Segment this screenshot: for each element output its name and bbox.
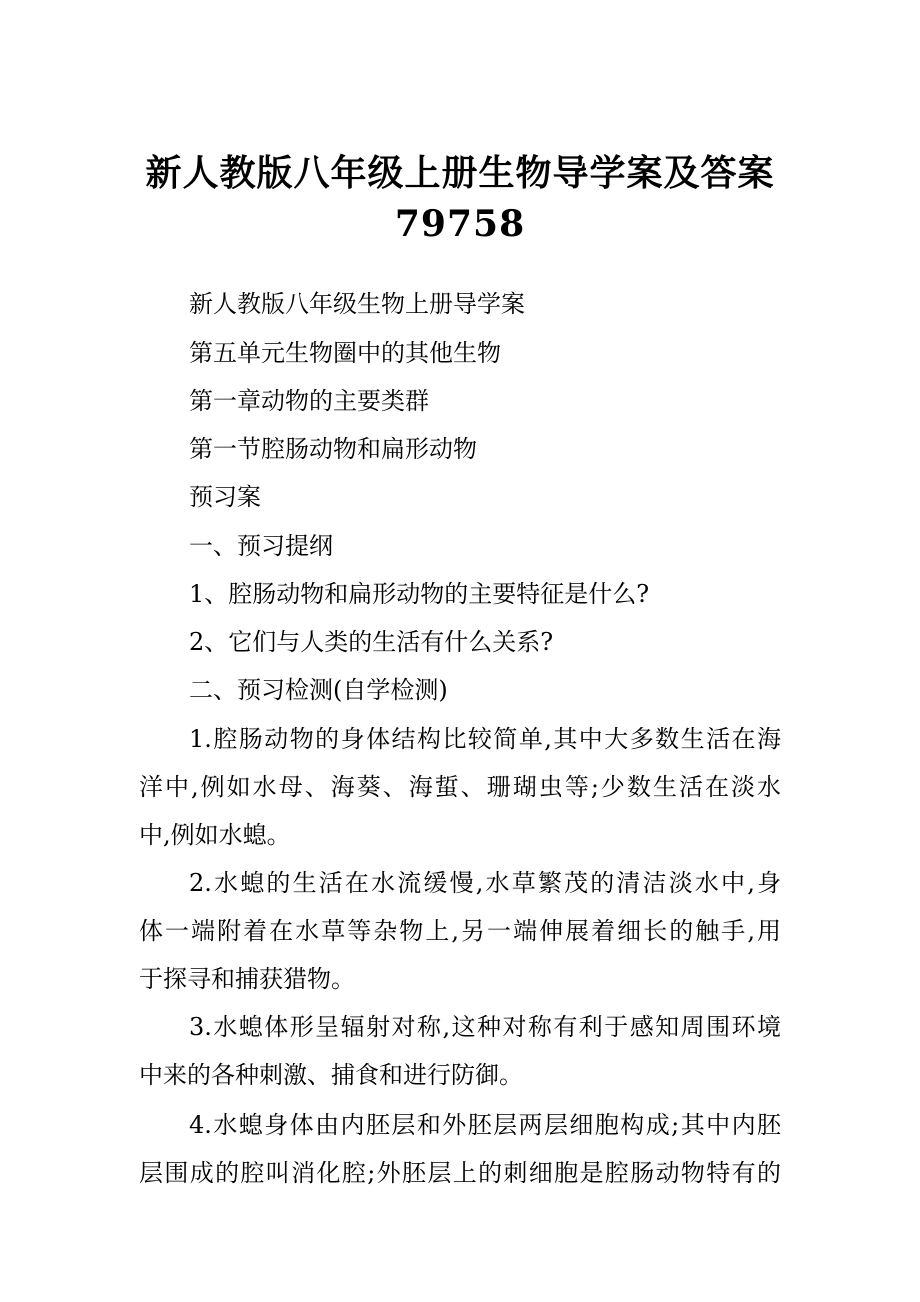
- document-title-line-2: 79758: [394, 203, 526, 245]
- chapter-heading: 第一章动物的主要类群: [189, 387, 429, 415]
- section-heading: 第一节腔肠动物和扁形动物: [189, 435, 477, 463]
- document-title-line-1: 新人教版八年级上册生物导学案及答案: [145, 152, 775, 194]
- paragraph-4-line-2: 层围成的腔叫消化腔;外胚层上的刺细胞是腔肠动物特有的: [139, 1159, 781, 1187]
- outline-question-2: 2、它们与人类的生活有什么关系?: [189, 628, 554, 656]
- outline-heading: 一、预习提纲: [189, 532, 333, 560]
- paragraph-1-line-3: 中,例如水螅。: [139, 821, 291, 849]
- paragraph-2-line-3: 于探寻和捕获猎物。: [139, 965, 355, 993]
- paragraph-2-line-2: 体一端附着在水草等杂物上,另一端伸展着细长的触手,用: [139, 917, 781, 945]
- paragraph-3-line-2: 中来的各种刺激、捕食和进行防御。: [139, 1061, 523, 1089]
- self-check-heading: 二、预习检测(自学检测): [189, 676, 448, 704]
- subtitle: 新人教版八年级生物上册导学案: [189, 290, 525, 318]
- paragraph-1-line-2: 洋中,例如水母、海葵、海蜇、珊瑚虫等;少数生活在淡水: [139, 773, 781, 801]
- paragraph-3-line-1: 3.水螅体形呈辐射对称,这种对称有利于感知周围环境: [189, 1013, 781, 1041]
- paragraph-4-line-1: 4.水螅身体由内胚层和外胚层两层细胞构成;其中内胚: [189, 1111, 781, 1139]
- paragraph-1-line-1: 1.腔肠动物的身体结构比较简单,其中大多数生活在海: [189, 725, 781, 753]
- paragraph-2-line-1: 2.水螅的生活在水流缓慢,水草繁茂的清洁淡水中,身: [189, 869, 781, 897]
- outline-question-1: 1、腔肠动物和扁形动物的主要特征是什么?: [189, 580, 650, 608]
- unit-heading: 第五单元生物圈中的其他生物: [189, 339, 501, 367]
- preview-heading: 预习案: [189, 483, 261, 511]
